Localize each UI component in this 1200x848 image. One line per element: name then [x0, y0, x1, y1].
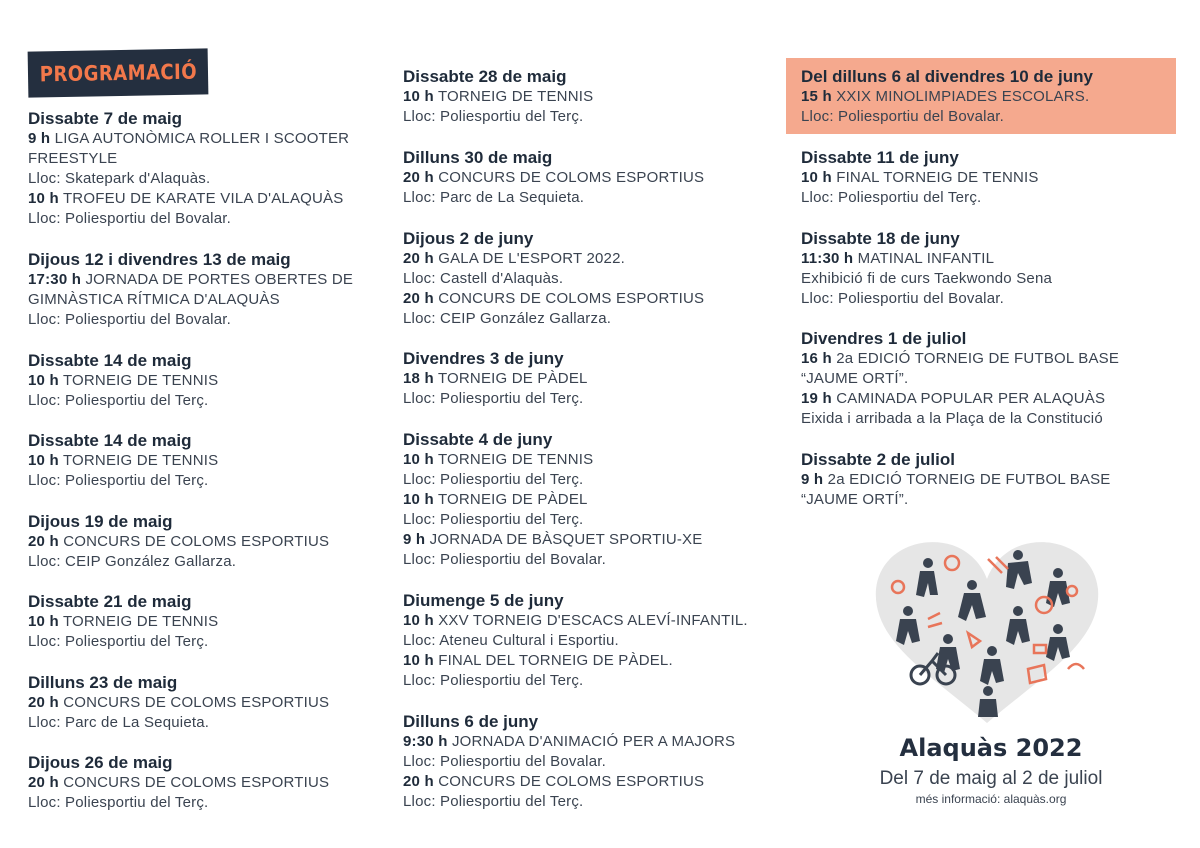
event-text: Lloc: Poliesportiu del Bovalar.: [801, 290, 1004, 307]
event-detail: [28, 391, 388, 411]
event-text: XXV TORNEIG D'ESCACS ALEVÍ-INFANTIL.: [438, 612, 748, 629]
event-time: 11:30 h: [801, 250, 854, 267]
event-time: 18 h: [403, 370, 434, 387]
event-date: Dissabte 18 de juny: [801, 229, 960, 248]
event-text: FINAL TORNEIG DE TENNIS: [836, 169, 1039, 186]
event-time: 16 h: [801, 350, 832, 367]
event-item: [403, 530, 793, 550]
event-text: “JAUME ORTÍ”.: [801, 491, 909, 508]
event-text: Lloc: Poliesportiu del Terç.: [801, 189, 982, 206]
event-text: CAMINADA POPULAR PER ALAQUÀS: [836, 390, 1106, 407]
event-text: Lloc: Poliesportiu del Bovalar.: [403, 551, 606, 568]
event-item: [403, 611, 793, 631]
event-text: 2a EDICIÓ TORNEIG DE FUTBOL BASE: [827, 471, 1111, 488]
footer-dates: Del 7 de maig al 2 de juliol: [879, 768, 1103, 789]
event-block: [403, 590, 793, 691]
event-block: [28, 249, 388, 330]
event-detail: [28, 632, 388, 652]
event-item: [28, 129, 388, 149]
event-item: [403, 168, 793, 188]
event-text: FREESTYLE: [28, 150, 118, 167]
page-title: PROGRAMACIÓ: [39, 59, 197, 87]
event-text: CONCURS DE COLOMS ESPORTIUS: [63, 694, 330, 711]
event-text: Lloc: Poliesportiu del Terç.: [403, 390, 584, 407]
event-time: 9 h: [28, 130, 51, 147]
event-item: [801, 349, 1181, 369]
event-detail: [801, 289, 1181, 309]
event-text: Lloc: Poliesportiu del Terç.: [403, 672, 584, 689]
event-text: MATINAL INFANTIL: [857, 250, 995, 267]
footer-title: Alaquàs 2022: [899, 734, 1083, 762]
event-block: [28, 108, 388, 229]
event-text: TORNEIG DE PÀDEL: [437, 491, 588, 508]
event-block: [403, 66, 793, 127]
event-text: Lloc: Poliesportiu del Bovalar.: [403, 753, 606, 770]
event-block: [801, 228, 1181, 309]
event-block: [28, 511, 388, 572]
event-text: Lloc: CEIP González Gallarza.: [403, 310, 612, 327]
event-time: 9 h: [403, 531, 426, 548]
event-date: Dissabte 2 de juliol: [801, 450, 955, 469]
event-detail: [403, 188, 793, 208]
event-block: [801, 147, 1181, 208]
event-text: Lloc: Poliesportiu del Terç.: [28, 472, 209, 489]
programacio-tag: [28, 48, 209, 97]
event-text: Lloc: Poliesportiu del Bovalar.: [28, 210, 231, 227]
event-time: 20 h: [28, 694, 59, 711]
event-block: [403, 429, 793, 570]
event-item: [801, 249, 1181, 269]
event-detail: [403, 752, 793, 772]
event-detail: [403, 671, 793, 691]
event-time: 20 h: [403, 250, 434, 267]
event-time: 10 h: [403, 451, 434, 468]
event-detail: [801, 269, 1181, 289]
event-detail: [403, 510, 793, 530]
event-time: 19 h: [801, 390, 832, 407]
event-text: Lloc: Parc de La Sequieta.: [403, 189, 585, 206]
event-text: Eixida i arribada a la Plaça de la Constitució: [801, 410, 1103, 427]
event-detail: [403, 792, 793, 812]
event-date: Dijous 19 de maig: [28, 512, 173, 531]
event-item: [403, 772, 793, 792]
event-detail: [403, 269, 793, 289]
event-date: Divendres 3 de juny: [403, 349, 564, 368]
event-block: [403, 711, 793, 812]
event-text: “JAUME ORTÍ”.: [801, 370, 909, 387]
event-item: [28, 532, 388, 552]
event-time: 9 h: [801, 471, 824, 488]
event-detail: [403, 470, 793, 490]
event-time: 10 h: [403, 652, 434, 669]
event-block: [801, 449, 1181, 510]
footer-info: més informació: alaquàs.org: [915, 792, 1067, 806]
event-text: CONCURS DE COLOMS ESPORTIUS: [438, 290, 705, 307]
event-block: [28, 672, 388, 733]
event-time: 20 h: [403, 169, 434, 186]
event-item: [403, 249, 793, 269]
event-text: TORNEIG DE TENNIS: [437, 88, 594, 105]
event-text: Lloc: Ateneu Cultural i Esportiu.: [403, 632, 619, 649]
event-detail: [801, 107, 1181, 127]
event-item: [403, 732, 793, 752]
event-text: Exhibició fi de curs Taekwondo Sena: [801, 270, 1053, 287]
event-text: CONCURS DE COLOMS ESPORTIUS: [438, 773, 705, 790]
event-text: TORNEIG DE PÀDEL: [437, 370, 588, 387]
event-text: Lloc: Poliesportiu del Terç.: [403, 108, 584, 125]
event-detail: [403, 309, 793, 329]
event-time: 20 h: [28, 774, 59, 791]
event-block: [28, 350, 388, 411]
event-text: CONCURS DE COLOMS ESPORTIUS: [63, 774, 330, 791]
event-date: Dissabte 4 de juny: [403, 430, 553, 449]
event-text: TROFEU DE KARATE VILA D'ALAQUÀS: [62, 190, 344, 207]
event-text: TORNEIG DE TENNIS: [437, 451, 594, 468]
event-item: [801, 389, 1181, 409]
event-time: 9:30 h: [403, 733, 448, 750]
event-text: Lloc: CEIP González Gallarza.: [28, 553, 237, 570]
event-time: 10 h: [403, 491, 434, 508]
event-detail: [801, 369, 1181, 389]
event-date: Dijous 26 de maig: [28, 753, 173, 772]
event-text: 2a EDICIÓ TORNEIG DE FUTBOL BASE: [836, 350, 1120, 367]
event-text: GIMNÀSTICA RÍTMICA D'ALAQUÀS: [28, 291, 280, 308]
event-text: Lloc: Poliesportiu del Terç.: [28, 794, 209, 811]
event-time: 10 h: [28, 372, 59, 389]
event-detail: [403, 550, 793, 570]
event-detail: [28, 793, 388, 813]
event-text: JORNADA DE PORTES OBERTES DE: [85, 271, 354, 288]
event-text: CONCURS DE COLOMS ESPORTIUS: [63, 533, 330, 550]
event-item: [801, 87, 1181, 107]
event-detail: [28, 310, 388, 330]
event-date: Dissabte 7 de maig: [28, 109, 183, 128]
event-text: Lloc: Poliesportiu del Bovalar.: [801, 108, 1004, 125]
event-item: [403, 490, 793, 510]
event-block: [801, 66, 1181, 127]
event-time: 10 h: [28, 613, 59, 630]
event-time: 20 h: [28, 533, 59, 550]
event-detail: [801, 409, 1181, 429]
event-date: Del dilluns 6 al divendres 10 de juny: [801, 67, 1093, 86]
event-text: LIGA AUTONÒMICA ROLLER I SCOOTER: [54, 130, 350, 147]
event-item: [403, 289, 793, 309]
event-item: [28, 270, 388, 290]
event-text: Lloc: Poliesportiu del Terç.: [403, 471, 584, 488]
event-text: Lloc: Skatepark d'Alaquàs.: [28, 170, 211, 187]
event-item: [403, 651, 793, 671]
event-time: 10 h: [403, 88, 434, 105]
event-date: Dilluns 30 de maig: [403, 148, 553, 167]
event-detail: [28, 290, 388, 310]
event-block: [28, 591, 388, 652]
event-item: [28, 371, 388, 391]
event-time: 15 h: [801, 88, 832, 105]
event-text: FINAL DEL TORNEIG DE PÀDEL.: [438, 652, 673, 669]
event-date: Diumenge 5 de juny: [403, 591, 564, 610]
event-block: [403, 147, 793, 208]
event-date: Dissabte 14 de maig: [28, 431, 192, 450]
event-item: [403, 87, 793, 107]
sports-heart-icon: [868, 533, 1106, 729]
event-text: GALA DE L'ESPORT 2022.: [438, 250, 626, 267]
event-date: Dijous 12 i divendres 13 de maig: [28, 250, 291, 269]
event-text: Lloc: Poliesportiu del Bovalar.: [28, 311, 231, 328]
event-text: XXIX MINOLIMPIADES ESCOLARS.: [836, 88, 1090, 105]
event-text: Lloc: Poliesportiu del Terç.: [28, 392, 209, 409]
event-item: [403, 369, 793, 389]
event-text: Lloc: Castell d'Alaquàs.: [403, 270, 564, 287]
event-text: Lloc: Poliesportiu del Terç.: [28, 633, 209, 650]
event-text: TORNEIG DE TENNIS: [62, 613, 219, 630]
event-text: JORNADA DE BÀSQUET SPORTIU-XE: [429, 531, 703, 548]
event-item: [801, 168, 1181, 188]
event-detail: [403, 631, 793, 651]
event-time: 10 h: [403, 612, 434, 629]
event-block: [28, 752, 388, 813]
event-date: Dilluns 23 de maig: [28, 673, 178, 692]
event-detail: [403, 107, 793, 127]
event-text: TORNEIG DE TENNIS: [62, 372, 219, 389]
event-date: Dilluns 6 de juny: [403, 712, 539, 731]
event-date: Dissabte 14 de maig: [28, 351, 192, 370]
event-block: [801, 328, 1181, 429]
event-date: Dissabte 11 de juny: [801, 148, 959, 167]
event-item: [28, 189, 388, 209]
event-text: Lloc: Parc de La Sequieta.: [28, 714, 210, 731]
event-block: [403, 228, 793, 329]
event-detail: [28, 209, 388, 229]
event-time: 10 h: [28, 190, 59, 207]
event-block: [403, 348, 793, 409]
event-detail: [28, 552, 388, 572]
event-detail: [28, 471, 388, 491]
event-date: Dissabte 21 de maig: [28, 592, 192, 611]
event-detail: [28, 169, 388, 189]
event-detail: [28, 149, 388, 169]
event-time: 17:30 h: [28, 271, 82, 288]
event-detail: [403, 389, 793, 409]
event-item: [403, 450, 793, 470]
event-text: TORNEIG DE TENNIS: [62, 452, 219, 469]
event-time: 10 h: [801, 169, 832, 186]
event-time: 10 h: [28, 452, 59, 469]
event-text: CONCURS DE COLOMS ESPORTIUS: [438, 169, 705, 186]
event-time: 20 h: [403, 290, 434, 307]
event-item: [28, 773, 388, 793]
event-item: [28, 693, 388, 713]
event-item: [801, 470, 1181, 490]
event-text: Lloc: Poliesportiu del Terç.: [403, 793, 584, 810]
event-detail: [801, 490, 1181, 510]
event-date: Dissabte 28 de maig: [403, 67, 567, 86]
event-detail: [801, 188, 1181, 208]
event-date: Dijous 2 de juny: [403, 229, 534, 248]
event-text: Lloc: Poliesportiu del Terç.: [403, 511, 584, 528]
event-item: [28, 612, 388, 632]
event-date: Divendres 1 de juliol: [801, 329, 967, 348]
event-item: [28, 451, 388, 471]
event-text: JORNADA D'ANIMACIÓ PER A MAJORS: [451, 733, 736, 750]
event-time: 20 h: [403, 773, 434, 790]
event-detail: [28, 713, 388, 733]
event-block: [28, 430, 388, 491]
